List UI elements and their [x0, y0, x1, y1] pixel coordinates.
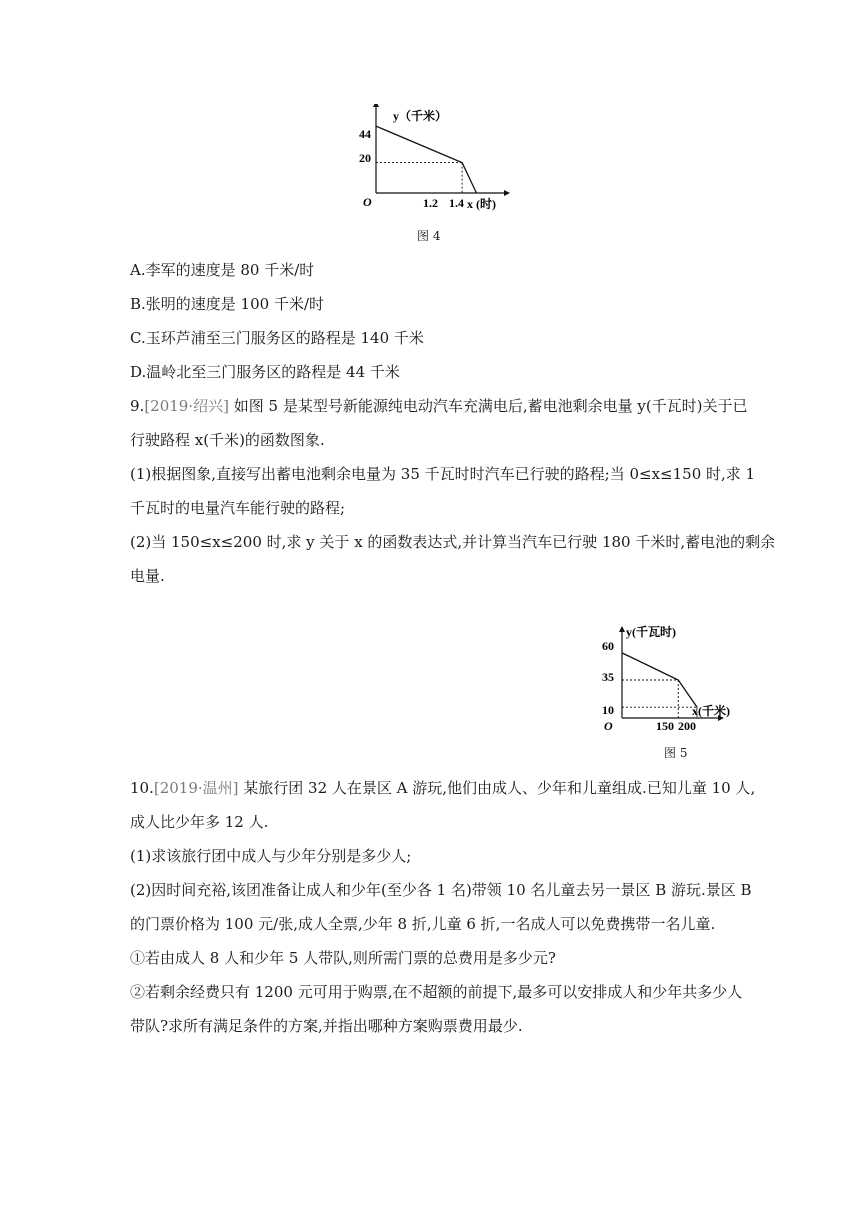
q9-stem-line2: 行驶路程 x(千米)的函数图象.	[130, 431, 325, 449]
q8-option-d: D.温岭北至三门服务区的路程是 44 千米	[130, 363, 400, 381]
fig5-y-label: y(千瓦时)	[626, 625, 676, 639]
q10-sub1: ①若由成人 8 人和少年 5 人带队,则所需门票的总费用是多少元?	[130, 949, 556, 967]
fig5-xtick-150: 150	[656, 719, 674, 733]
fig4-xtick-1.2: 1.2	[423, 196, 438, 210]
fig4-origin: O	[363, 195, 372, 209]
fig5-origin: O	[604, 719, 613, 733]
q10-stem-text: 某旅行团 32 人在景区 A 游玩,他们由成人、少年和儿童组成.已知儿童 10 人,	[238, 779, 756, 797]
q10-number: 10.	[130, 779, 154, 797]
fig4-y-label: y（千米）	[393, 109, 448, 123]
fig5-ytick-35: 35	[602, 670, 614, 684]
q8-option-b: B.张明的速度是 100 千米/时	[130, 295, 325, 313]
q9-part1-line2: 千瓦时的电量汽车能行驶的路程;	[130, 499, 346, 517]
fig4-xtick-1.4: 1.4	[449, 196, 464, 210]
q10-part2-line1: (2)因时间充裕,该团准备让成人和少年(至少各 1 名)带领 10 名儿童去另一景区 B 游玩.景区 B	[130, 881, 752, 899]
figure-5-graph	[594, 620, 744, 738]
fig4-x-axis-arrow	[504, 190, 510, 196]
q8-option-a: A.李军的速度是 80 千米/时	[130, 261, 315, 279]
fig5-x-label: x(千米)	[692, 704, 730, 718]
fig4-data-line	[376, 126, 476, 193]
q9-stem-text: 如图 5 是某型号新能源纯电动汽车充满电后,蓄电池剩余电量 y(千瓦时)关于已	[228, 397, 748, 415]
q9-source: [2019·绍兴]	[144, 397, 229, 415]
fig4-ytick-44: 44	[359, 127, 371, 141]
q10-stem-line2: 成人比少年多 12 人.	[130, 813, 269, 831]
q9-part2-line1: (2)当 150≤x≤200 时,求 y 关于 x 的函数表达式,并计算当汽车已行驶 180 千米时,蓄电池的剩余	[130, 533, 776, 551]
fig5-xtick-200: 200	[678, 719, 696, 733]
q10-part2-line2: 的门票价格为 100 元/张,成人全票,少年 8 折,儿童 6 折,一名成人可以免费携带一名儿童.	[130, 915, 716, 933]
q9-part1-line1: (1)根据图象,直接写出蓄电池剩余电量为 35 千瓦时时汽车已行驶的路程;当 0≤x≤150 时,求 1	[130, 465, 756, 483]
fig5-ytick-60: 60	[602, 639, 614, 653]
q8-option-c: C.玉环芦浦至三门服务区的路程是 140 千米	[130, 329, 424, 347]
figure-4-caption: 图 4	[417, 229, 441, 243]
fig4-x-label: x (时)	[467, 197, 496, 211]
figure-5-caption: 图 5	[664, 746, 688, 760]
q10-stem-line1	[130, 778, 755, 798]
q10-source: [2019·温州]	[153, 779, 239, 797]
q10-part1: (1)求该旅行团中成人与少年分别是多少人;	[130, 847, 412, 865]
q10-sub2-line1: ②若剩余经费只有 1200 元可用于购票,在不超额的前提下,最多可以安排成人和少年共多少人	[130, 983, 743, 1001]
fig4-ytick-20: 20	[359, 151, 371, 165]
q9-number: 9.	[130, 397, 145, 415]
fig5-ytick-10: 10	[602, 703, 614, 717]
q10-sub2-line2: 带队?求所有满足条件的方案,并指出哪种方案购票费用最少.	[130, 1017, 523, 1035]
figure-4-graph	[355, 104, 515, 216]
fig5-y-axis-arrow	[619, 626, 625, 632]
fig4-y-axis-arrow	[373, 104, 379, 107]
q9-stem-line1	[130, 396, 748, 416]
q9-part2-line2: 电量.	[130, 567, 165, 585]
